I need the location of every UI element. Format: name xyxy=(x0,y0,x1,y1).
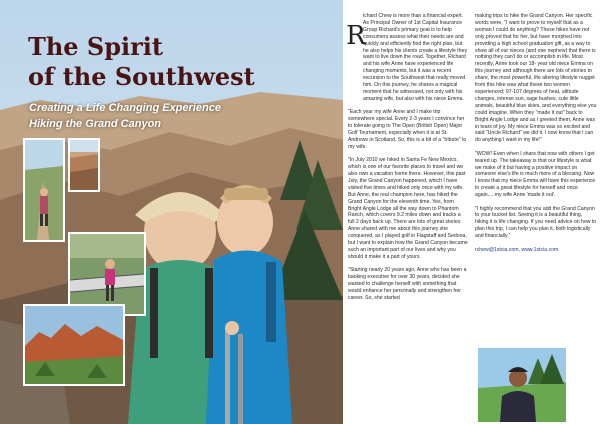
drop-cap: R xyxy=(346,21,366,51)
title-line-1: The Spirit xyxy=(28,32,164,61)
portrait-photo-richard xyxy=(476,346,568,424)
text-column-1 xyxy=(348,13,468,308)
inset-photo-canyon-view xyxy=(68,138,100,192)
trail-hiker-image xyxy=(25,140,63,240)
subtitle-line-2: Hiking the Grand Canyon xyxy=(29,118,162,130)
golfer-portrait-image xyxy=(478,348,566,422)
text-column-2 xyxy=(475,13,597,260)
article-body xyxy=(348,0,600,424)
contact-links[interactable]: rchew@1stcia.com, www.1stcia.com xyxy=(475,246,559,253)
article-title xyxy=(28,32,268,92)
paragraph-intro: ichard Chew is more than a financial expert. As Principal Owner of 1st Capital Insurance Group Richard's primary goal is to help consumers assess what their needs are and quickly and efficiently find the right plan, but he also helps his clients create a lifestyle they want to live down the road. Together, Richard and his wife Anne have experienced life changing moments, but it was a recent excursion to the Southwest that really moved him. On this journey, he shares a magical moment that he witnessed, not only with his amazing wife, but also with his niece Emma. xyxy=(363,13,468,102)
paragraph: making trips to hike the Grand Canyon. Her specific words were, "I want to prove to myself that as a woman I could do anything? These hikes have not only proved that for her, but have morphed into providing a high school graduation gift, as a way to show all of our nieces (and one nephew) that there is nothing they can't do or accomplish in life. Most recently, Anne took our 18- year old niece Emma on this journey and although there are lots of stories to share, the most powerful, life altering lifestyle nugget from this hike was what these two women experienced; 97-107 degrees of heat, altitude changes, intense sun, sage bushes, cute little animals, beautiful blue skies, and everything else you could imagine. When they "made it out" back to Bright Angle Lodge and as I greeted them, Anne was in tears of joy. My niece Emma was so excited and said "Uncle Richard" we did it. I now know that I can do anything I want in my life!" xyxy=(475,13,597,144)
paragraph: "In July 2010 we hiked in Santa Fe New Mexico, which is one of our favorite places to travel and we also own a vacation home there. However, this past July, the Grand Canyon happened, which I have visited five times and hiked only once with my wife. But Anne, the real champion here, has hiked the Grand Canyon for the eleventh time. Yes, from Bright Angle Lodge all the way down to Phantom Ranch, which covers 9.2 miles down and tracks a full 2 days back up. There are lots of great stories Anne shared with me about this journey she conquered, as I played golf in Flagstaff and Sedona, but I want to explain how the Grand Canyon became such an important part of our lives and why you should it make it a part of yours. xyxy=(348,157,468,260)
paragraph: "WOW! Even when I share that now with others I get teared up. The takeaway is that our lifestyle is what we make of it but having a positive impact on someone else's life is much more of a blessing. Now I know that my niece Emma will have this experience to create a great lifestyle for herself and once again.... my wife Anne 'made it out'. xyxy=(475,150,596,199)
subtitle-line-1: Creating a Life Changing Experience xyxy=(29,102,221,114)
title-line-2: of the Southwest xyxy=(28,62,255,91)
paragraph: "I highly recommend that you add the Grand Canyon to your bucket list. Seeing it is a beautiful thing, hiking it is life changing. If you need advice on how to plan this trip, I can help you plan it, both logistically and financially." xyxy=(475,205,597,240)
paragraph: "Each year my wife Anne and I make trip somewhere special. Every 2-3 years I convince her to tolerate going to The Open (British Open) Major Golf Tournament, especially when it is at St. Andrews in Scotland. So, this is a bit of a "tribute" to my wife. xyxy=(348,109,467,150)
inset-photo-red-rocks xyxy=(23,304,125,386)
article-subtitle xyxy=(29,100,279,132)
canyon-view-image xyxy=(70,140,98,190)
inset-photo-trail-hiker xyxy=(23,138,65,242)
red-rocks-image xyxy=(25,306,123,384)
paragraph: "Starting nearly 20 years ago, Anne who has been a banking executive for over 30 years, decided she wanted to challenge herself with something that would enhance her personally and strengthen her career. So, she started xyxy=(348,267,467,301)
bridge-hiker-image xyxy=(70,234,144,314)
